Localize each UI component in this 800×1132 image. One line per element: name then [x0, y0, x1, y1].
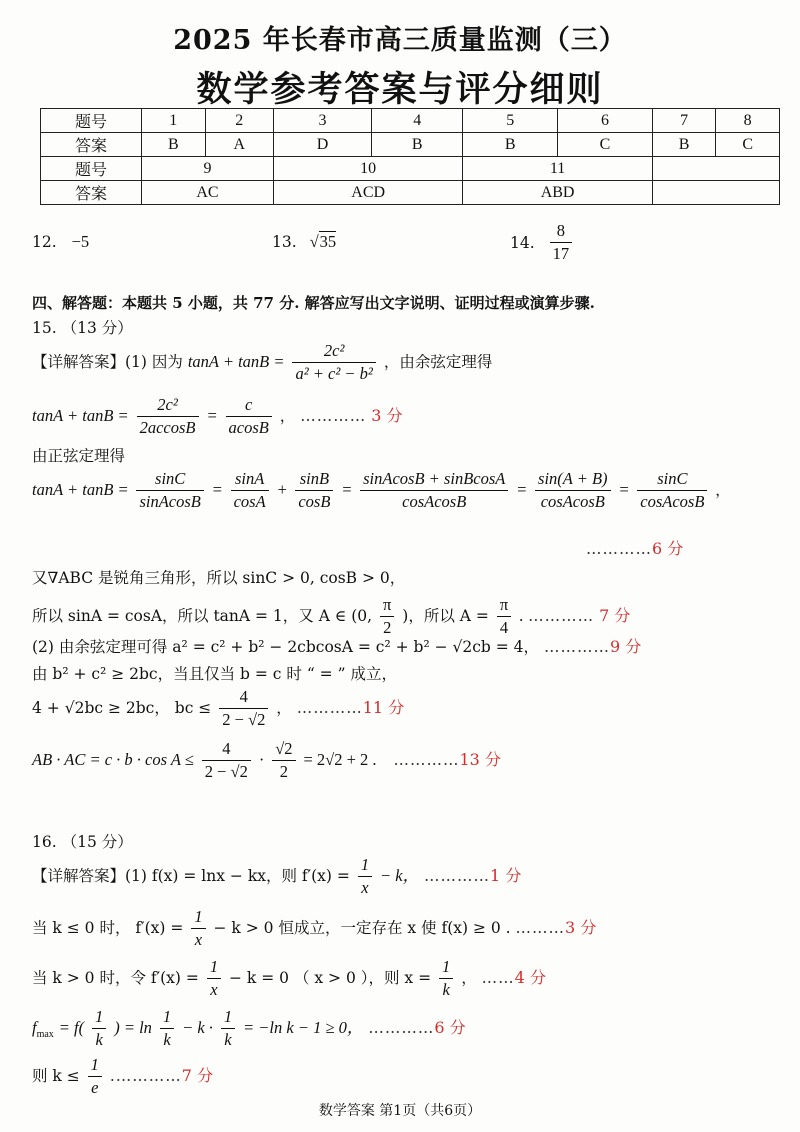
table-cell: 4	[372, 109, 463, 133]
fraction: $\frac{1}{x}$	[358, 854, 372, 900]
text: − k = 0 （ x > 0 ），则 x =	[229, 968, 432, 987]
answer-table	[40, 108, 780, 205]
text: 所以 sinA = cosA，所以 tanA = 1，又 A ∈ (0,	[32, 606, 373, 625]
text: 【详解答案】(1) f(x) = lnx − kx，则 f′(x) =	[32, 866, 350, 885]
fraction: $\frac{1}{k}$	[439, 956, 453, 1002]
fraction: $\frac{1}{e}$	[88, 1054, 102, 1100]
fraction: $\frac{\sin B}{\cos B}$	[295, 468, 333, 514]
table-cell: 8	[716, 109, 780, 133]
fraction: $\frac{\text{2c²}}{\text{a² + c² − b²}}$	[292, 340, 375, 386]
fraction: $\frac{\pi}{2}$	[380, 594, 394, 640]
score-mark: 13 分	[459, 749, 501, 769]
q15-line-2: tanA + tanB = $\frac{\text{2c²}}{2accosB}$ = $\frac{c}{acosB}$ ， ………… 3 分	[32, 394, 402, 440]
page-footer: 数学答案 第1页（共6页）	[318, 1103, 482, 1119]
question-number: 12.	[32, 233, 57, 251]
fraction: $\frac{\text{2c²}}{2accosB}$	[137, 394, 199, 440]
subscript: max	[36, 1028, 54, 1040]
score-mark: 6 分	[652, 539, 684, 558]
table-cell: 10	[273, 157, 462, 181]
table-cell: 2	[205, 109, 273, 133]
table-row	[41, 181, 780, 205]
fraction: $\frac{4}{2 - √2}$	[202, 738, 251, 784]
text: 当 k ≤ 0 时， f′(x) =	[32, 918, 184, 937]
fraction: $\frac{\text{sinAcosB + sinBcosA}}{\text{cosAcosB}}$	[360, 468, 508, 514]
score-mark: 4 分	[514, 967, 546, 987]
fraction: $\frac{\pi}{4}$	[497, 594, 511, 640]
answer-13: 13. √35	[272, 232, 337, 251]
text: )，所以 A =	[402, 606, 489, 625]
q16-line-3: 当 k > 0 时，令 f′(x) = $\frac{1}{x}$ − k = 0 （ x > 0 ），则 x = $\frac{1}{k}$ ， ……4 分	[32, 956, 546, 1002]
text: − k > 0 恒成立，一定存在 x 使 f(x) ≥ 0 .	[213, 918, 511, 937]
table-cell: B	[372, 133, 463, 157]
q15-line-5: 又∇ABC 是锐角三角形，所以 sinC > 0, cosB > 0，	[32, 569, 406, 587]
question-number: 14.	[510, 233, 535, 252]
table-cell: B	[142, 133, 206, 157]
table-cell: C	[558, 133, 653, 157]
table-cell: 7	[652, 109, 716, 133]
text: = −ln k − 1 ≥ 0，	[243, 1017, 364, 1037]
q15-line-3: 由正弦定理得	[32, 447, 126, 465]
fraction: $\frac{√2}{2}$	[272, 738, 295, 784]
q15-line-9: 4 + √2bc ≥ 2bc， bc ≤ $\frac{4}{2 - √2}$ ， …………11 分	[32, 686, 404, 732]
fraction: $\frac{c}{acosB}$	[226, 394, 272, 440]
section-heading: 四、解答题：本题共 5 小题，共 77 分. 解答应写出文字说明、证明过程或演算步骤.	[32, 294, 595, 312]
page-subtitle: 数学参考答案与评分细则	[196, 69, 604, 110]
fraction: $\frac{1}{k}$	[92, 1006, 106, 1052]
fraction: $\frac{1}{x}$	[191, 906, 205, 952]
table-cell	[652, 181, 779, 205]
table-row	[41, 157, 780, 181]
score-mark: 11 分	[362, 697, 405, 717]
fraction: $\frac{\sin C}{\text{sinAcosB}}$	[136, 468, 203, 514]
row-label: 题号	[41, 157, 142, 181]
fraction: $\frac{1}{k}$	[221, 1006, 235, 1052]
fraction-numerator: 8	[550, 220, 573, 243]
q15-line-4: tanA + tanB = $\frac{\sin C}{\text{sinAcosB}}$ = $\frac{\sin A}{\cos A}$ + $\frac{\sin B}{\cos B}$ = $\frac{\text{sinAcosB + sinBcosA}}{\text{cosAcosB}}$ = $\frac{\sin(A + B)}{\text{cosAcosB}}$ = $\frac{\sin C}{\text{cosAcosB}}$ ，	[32, 468, 730, 514]
fraction-denominator: 17	[552, 244, 570, 264]
text: 【详解答案】(1) 因为	[32, 352, 183, 371]
text: 当 k > 0 时，令 f′(x) =	[32, 968, 199, 987]
row-label: 题号	[41, 109, 142, 133]
q15-line-8: 由 b² + c² ≥ 2bc，当且仅当 b = c 时 “ = ” 成立，	[32, 665, 397, 683]
table-cell: B	[652, 133, 716, 157]
text: ) = ln	[114, 1017, 152, 1037]
q16-header: 16. （15 分）	[32, 833, 133, 851]
fraction: $\frac{1}{x}$	[207, 956, 221, 1002]
table-cell: 9	[142, 157, 274, 181]
text: (2) 由余弦定理可得 a² = c² + b² − 2cbcosA = c² + b² − √2cb = 4，	[32, 638, 540, 656]
q15-line-6: 所以 sinA = cosA，所以 tanA = 1，又 A ∈ (0, $\frac{\pi}{2}$ )，所以 A = $\frac{\pi}{4}$ . ………… 7 分	[32, 594, 630, 640]
q15-score-6: …………6 分	[586, 539, 684, 558]
table-cell: C	[716, 133, 780, 157]
table-cell: 1	[142, 109, 206, 133]
score-mark: 6 分	[434, 1017, 466, 1037]
answer-12	[32, 232, 89, 252]
q15-line-1: 【详解答案】(1) 因为 tanA + tanB = $\frac{\text{2c²}}{\text{a² + c² − b²}}$ ，由余弦定理得	[32, 340, 492, 386]
table-cell: D	[273, 133, 371, 157]
score-mark: 3 分	[565, 917, 597, 937]
table-row	[41, 133, 780, 157]
fraction: $\frac{1}{k}$	[160, 1006, 174, 1052]
q16-line-1: 【详解答案】(1) f(x) = lnx − kx，则 f′(x) = $\frac{1}{x}$ − k， …………1 分	[32, 854, 521, 900]
page-title: 2025 年长春市高三质量监测（三）	[173, 25, 627, 56]
q16-line-5: 则 k ≤ $\frac{1}{e}$ .…………7 分	[32, 1054, 213, 1100]
fraction: $\frac{\sin C}{\text{cosAcosB}}$	[637, 468, 707, 514]
score-mark: 1 分	[490, 865, 522, 885]
text: 则 k ≤	[32, 1066, 80, 1085]
fraction: $\frac{4}{2 - √2}$	[219, 686, 268, 732]
q15-line-7: (2) 由余弦定理可得 a² = c² + b² − 2cbcosA = c² + b² − √2cb = 4， …………9 分	[32, 637, 642, 656]
table-cell: AC	[142, 181, 274, 205]
text: = f(	[58, 1017, 85, 1037]
fraction	[550, 220, 573, 266]
answer-value: 35	[319, 232, 337, 251]
score-mark: 7 分	[181, 1065, 214, 1085]
fraction: $\frac{\sin(A + B)}{\text{cosAcosB}}$	[535, 468, 611, 514]
text: − k，	[380, 865, 420, 885]
table-cell: A	[205, 133, 273, 157]
score-mark: 9 分	[609, 637, 642, 656]
table-cell: 5	[463, 109, 558, 133]
table-cell: ACD	[273, 181, 462, 205]
score-mark: 3 分	[371, 405, 403, 425]
table-cell: B	[463, 133, 558, 157]
score-mark: 7 分	[599, 605, 631, 625]
row-label: 答案	[41, 181, 142, 205]
answer-value: −5	[71, 232, 90, 251]
question-number: 13.	[272, 233, 297, 251]
answer-14	[510, 220, 575, 266]
table-cell: 6	[558, 109, 653, 133]
table-cell: 3	[273, 109, 371, 133]
q15-header: 15. （13 分）	[32, 319, 133, 337]
text: = 2√2 + 2 .	[303, 749, 377, 769]
fraction: $\frac{\sin A}{\cos A}$	[231, 468, 269, 514]
text: AB · AC = c · b · cos A ≤	[32, 749, 194, 769]
table-cell: 11	[463, 157, 652, 181]
q16-line-4: $f_{max} = f$( $\frac{1}{k}$ ) = ln $\frac{1}{k}$ − k · $\frac{1}{k}$ = −ln k − 1 ≥ 0， …………6 分	[32, 1006, 466, 1052]
q15-line-10: AB · AC = c · b · cos A ≤ $\frac{4}{2 - √2}$ · $\frac{√2}{2}$ = 2√2 + 2 . …………13 分	[32, 738, 501, 784]
table-cell: ABD	[463, 181, 652, 205]
row-label: 答案	[41, 133, 142, 157]
text: ，由余弦定理得	[383, 352, 493, 371]
text: f	[32, 1017, 37, 1037]
text: 4 + √2bc ≥ 2bc， bc ≤	[32, 698, 212, 717]
text: − k ·	[182, 1017, 213, 1037]
table-cell	[652, 157, 779, 181]
q16-line-2: 当 k ≤ 0 时， f′(x) = $\frac{1}{x}$ − k > 0 恒成立，一定存在 x 使 f(x) ≥ 0 . ………3 分	[32, 906, 596, 952]
table-row	[41, 109, 780, 133]
